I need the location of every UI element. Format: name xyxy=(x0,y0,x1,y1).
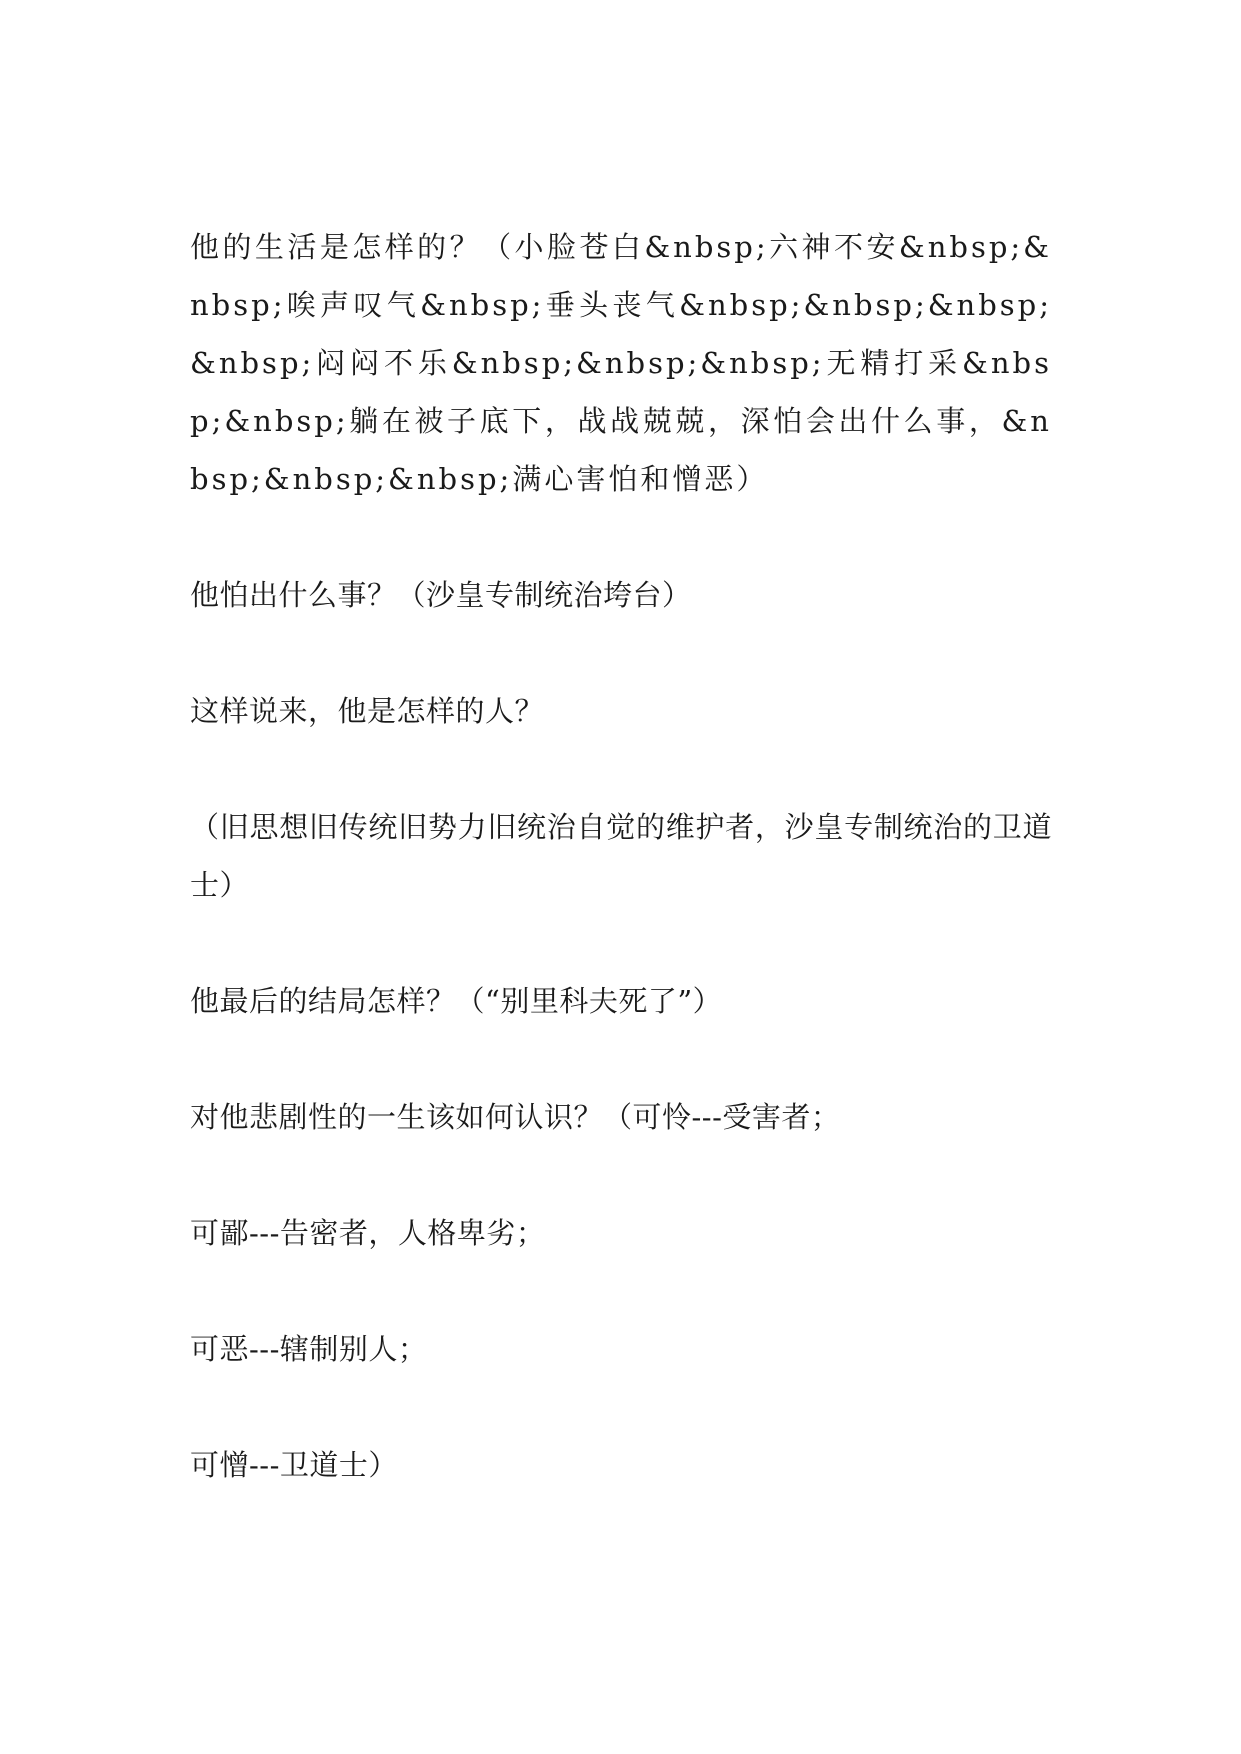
paragraph-despicable: 可鄙---告密者，人格卑劣； xyxy=(190,1216,546,1250)
paragraph-hateful: 可恶---辖制别人； xyxy=(190,1332,428,1366)
paragraph-defender-answer: （旧思想旧传统旧势力旧统治自觉的维护者，沙皇专制统治的卫道士） xyxy=(190,810,1052,902)
paragraph-ending-question: 他最后的结局怎样？（“别里科夫死了”） xyxy=(190,984,723,1018)
paragraph-detestable: 可憎---卫道士） xyxy=(190,1448,398,1482)
paragraph-life-question: 他的生活是怎样的？（小脸苍白&nbsp;六神不安&nbsp;&nbsp;唉声叹气&nbsp;垂头丧气&nbsp;&nbsp;&nbsp;&nbsp;闷闷不乐&nbsp;&nbsp;&nbsp;无精打采&nbsp;&nbsp;躺在被子底下，战战兢兢，深怕会出什么事，&nbsp;&nbsp;&nbsp;满心害怕和憎恶） xyxy=(190,230,1052,496)
paragraph-fear-question: 他怕出什么事？（沙皇专制统治垮台） xyxy=(190,578,692,612)
paragraph-tragedy-question: 对他悲剧性的一生该如何认识？（可怜---受害者； xyxy=(190,1100,841,1134)
paragraph-person-question: 这样说来，他是怎样的人？ xyxy=(190,694,545,728)
document-body xyxy=(190,218,1052,1552)
